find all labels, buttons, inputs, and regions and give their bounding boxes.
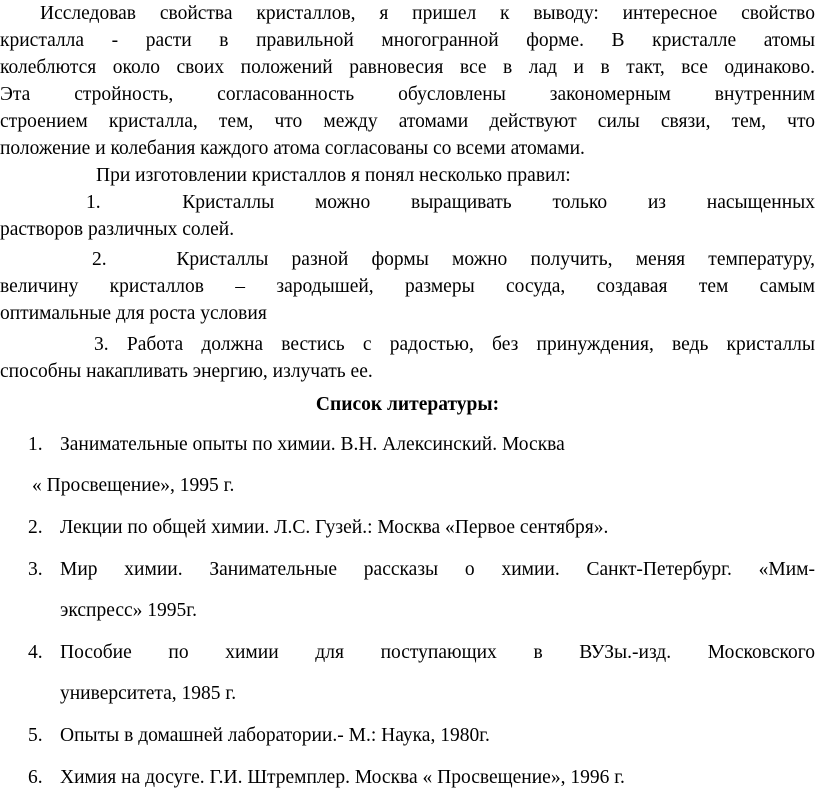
rule-2-number: 2. [92,249,107,270]
literature-item-4-line-2: университета, 1985 г. [60,683,237,704]
literature-item-4-line-1: Пособие по химии для поступающих в ВУЗы.-изд. Московского [60,642,815,663]
literature-title: Список литературы: [315,394,500,415]
rule-1 [0,189,815,243]
literature-item-1-line-1: Занимательные опыты по химии. В.Н. Алексинский. Москва [60,434,565,455]
intro-line-1: Исследовав свойства кристаллов, я пришел к выводу: интересное свойство [40,3,815,24]
rule-1-number: 1. [86,192,101,213]
literature-item-5-line-1: Опыты в домашней лаборатории.- М.: Наука, 1980г. [60,725,490,746]
literature-item-5 [0,722,815,749]
rule-2-line-3: оптимальные для роста условия [0,303,267,324]
literature-item-3 [0,556,815,583]
rule-1-line-1: Кристаллы можно выращивать только из насыщенных [182,192,816,213]
literature-item-1 [0,431,815,458]
intro-line-2: кристалла - расти в правильной многогранной форме. В кристалле атомы [0,30,815,51]
literature-item-4 [0,639,815,666]
rule-3-line-1: Работа должна вестись с радостью, без принуждения, ведь кристаллы [126,334,816,355]
literature-list [0,431,815,791]
rule-3-number: 3. [94,334,109,355]
literature-item-1-number: 1. [28,434,43,455]
rule-3-line-2: способны накапливать энергию, излучать ее. [0,361,373,382]
intro-line-5: строением кристалла, тем, что между атомами действуют силы связи, тем, что [0,111,815,132]
rules-intro: При изготовлении кристаллов я понял несколько правил: [96,165,571,186]
rule-3 [0,331,815,385]
literature-item-1-line-2: « Просвещение», 1995 г. [32,475,235,496]
literature-item-4-number: 4. [28,642,43,663]
literature-item-3-cont [0,597,815,624]
rule-2 [0,246,815,327]
literature-item-3-line-1: Мир химии. Занимательные рассказы о химии. Санкт-Петербург. «Мим- [60,559,815,580]
literature-item-3-line-2: экспресс» 1995г. [60,600,197,621]
intro-line-6: положение и колебания каждого атома согласованы со всеми атомами. [0,138,585,159]
literature-item-3-number: 3. [28,559,43,580]
literature-item-1-cont [0,472,815,499]
rule-2-line-1: Кристаллы разной формы можно получить, меняя температуру, [176,249,815,270]
literature-item-6-number: 6. [28,767,43,788]
intro-paragraph [0,0,815,162]
literature-item-6-line-1: Химия на досуге. Г.И. Штремплер. Москва « Просвещение», 1996 г. [60,767,625,788]
rule-2-line-2: величину кристаллов – зародышей, размеры сосуда, создавая тем самым [0,276,815,297]
intro-line-4: Эта стройность, согласованность обусловлены закономерным внутренним [0,84,815,105]
literature-item-2 [0,514,815,541]
rule-1-line-2: растворов различных солей. [0,219,235,240]
literature-item-6 [0,764,815,791]
literature-item-2-line-1: Лекции по общей химии. Л.С. Гузей.: Москва «Первое сентября». [60,517,609,538]
literature-item-2-number: 2. [28,517,43,538]
literature-item-5-number: 5. [28,725,43,746]
intro-line-3: колеблются около своих положений равновесия все в лад и в такт, все одинаково. [0,57,815,78]
literature-item-4-cont [0,680,815,707]
